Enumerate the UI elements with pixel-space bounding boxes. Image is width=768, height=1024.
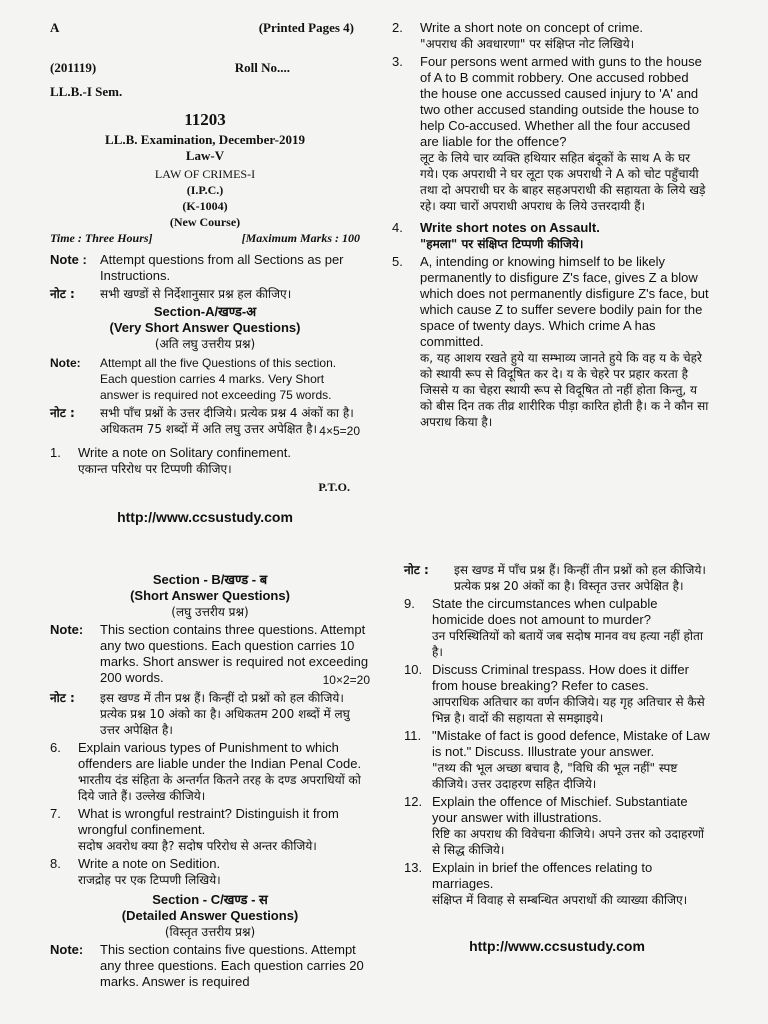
question-9 — [404, 596, 710, 660]
footer-url-2: http://www.ccsustudy.com — [469, 938, 645, 954]
q11-text-hi: "तथ्य की भूल अच्छा बचाव है, "विधि की भूल नहीं" स्पष्ट कीजिये। उत्तर उदाहरण सहित दीजिये। — [432, 761, 678, 791]
note-c-label: Note: — [50, 942, 84, 957]
q1-number: 1. — [50, 445, 61, 460]
q4-text-hi: "हमला" पर संक्षिप्त टिप्पणी कीजिये। — [420, 237, 584, 251]
q6-text: Explain various types of Punishment to which offenders are liable under the Indian Penal Code. — [78, 740, 362, 771]
section-b-title: Section - B/खण्ड - ब — [152, 572, 268, 587]
q10-text: Discuss Criminal trespass. How does it differ from house breaking? Refer to cases. — [432, 662, 689, 693]
section-a-note-hi — [50, 405, 360, 437]
semester: LL.B.-I Sem. — [50, 84, 123, 99]
note-b-text: This section contains three questions. Attempt any two questions. Each question carries 10 marks. Short answer is required not exceeding 200 words. — [100, 622, 369, 685]
note-b-hi-label: नोट : — [50, 691, 75, 705]
section-c-type-hi: (विस्तृत उत्तरीय प्रश्न) — [164, 925, 256, 939]
q2-text: Write a short note on concept of crime. — [420, 20, 644, 35]
q9-text-hi: उन परिस्थितियों को बतायें जब सदोष मानव वध हत्या नहीं होता है। — [432, 629, 703, 659]
note2-label: Note: — [50, 356, 81, 370]
q5-text-hi: क, यह आशय रखते हुये या सम्भाव्य जानते हुये कि वह य के चेहरे को स्थायी रूप से विदूषित कर दे। य के चेहरे पर प्रहार करता है जिससे य का चेहरा स्थायी रूप से विदूषित तो नहीं होता किन्तु, य को बीस दिन तक तीव्र शारीरिक पीड़ा कारित होती है। क ने कौन सा अपराध किया है। — [420, 351, 709, 429]
section-b-note-hi — [50, 690, 370, 738]
series-letter: A — [50, 20, 60, 35]
question-7 — [50, 806, 370, 854]
question-8 — [50, 856, 370, 888]
page-1-back — [392, 18, 710, 508]
page-2-back — [404, 560, 710, 1000]
header-row-1 — [50, 20, 360, 36]
paper-number: 11203 — [184, 110, 226, 129]
question-3 — [392, 54, 710, 214]
q2-text-hi: "अपराध की अवधारणा" पर संक्षिप्त नोट लिखिये। — [420, 37, 635, 51]
question-6 — [50, 740, 370, 804]
note2-hi-text: सभी पाँच प्रश्नों के उत्तर दीजिये। प्रत्येक प्रश्न 4 अंकों का है। अधिकतम 75 शब्दों में अति लघु उत्तर अपेक्षित है। — [100, 406, 354, 436]
q13-number: 13. — [404, 860, 423, 875]
general-note — [50, 252, 360, 284]
q7-text-hi: सदोष अवरोध क्या है? सदोष परिरोध से अन्तर कीजिये। — [78, 839, 317, 853]
note-label: Note : — [50, 252, 87, 267]
section-c-note — [50, 942, 370, 990]
paper-code-number: (201119) — [50, 60, 97, 75]
q13-text: Explain in brief the offences relating to marriages. — [432, 860, 653, 891]
q12-number: 12. — [404, 794, 423, 809]
act-name: (I.P.C.) — [186, 183, 224, 197]
time-allowed: Time : Three Hours] — [50, 231, 153, 245]
q11-number: 11. — [404, 728, 422, 743]
question-10 — [404, 662, 710, 726]
q4-number: 4. — [392, 220, 403, 235]
note-hi-text: सभी खण्डों से निर्देशानुसार प्रश्न हल कीजिए। — [100, 287, 292, 301]
q10-number: 10. — [404, 662, 423, 677]
q8-text-hi: राजद्रोह पर एक टिप्पणी लिखिये। — [78, 873, 221, 887]
section-b-marks: 10×2=20 — [322, 673, 370, 687]
header-row-2 — [50, 54, 360, 76]
section-c-note-hi — [404, 562, 710, 594]
note-c-text: This section contains five questions. Attempt any three questions. Each question carries 20 marks. Answer is required — [100, 942, 364, 989]
q2-number: 2. — [392, 20, 403, 35]
q9-text: State the circumstances when culpable homicide does not amount to murder? — [432, 596, 658, 627]
q4-text: Write short notes on Assault. — [420, 220, 600, 235]
note2-text: Attempt all the five Questions of this section. Each question carries 4 marks. Very Short answer is required not exceeding 75 words. — [100, 356, 337, 402]
exam-title: LL.B. Examination, December-2019 — [105, 132, 305, 147]
q1-text: Write a note on Solitary confinement. — [78, 445, 291, 460]
pto: P.T.O. — [318, 480, 350, 494]
note-c-hi-label: नोट : — [404, 563, 429, 577]
footer-url: http://www.ccsustudy.com — [117, 509, 293, 525]
section-c-title: Section - C/खण्ड - स — [152, 892, 268, 907]
max-marks: [Maximum Marks : 100 — [241, 231, 360, 245]
question-11 — [404, 728, 710, 792]
q5-number: 5. — [392, 254, 403, 269]
question-2 — [392, 20, 710, 52]
section-c-type: (Detailed Answer Questions) — [121, 908, 299, 923]
q5-text: A, intending or knowing himself to be likely permanently to disfigure Z's face, gives Z a blow which does not permanently disfigure Z's face, but which cause Z to suffer severe bodily pain for the space of twenty days. Which crime A has committed. — [420, 254, 709, 349]
time-marks-row — [50, 230, 360, 246]
course-type: (New Course) — [169, 215, 241, 229]
roll-no: Roll No.... — [234, 60, 290, 75]
section-a-marks: 4×5=20 — [319, 424, 360, 438]
q12-text: Explain the offence of Mischief. Substantiate your answer with illustrations. — [432, 794, 688, 825]
note-c-hi-text: इस खण्ड में पाँच प्रश्न हैं। किन्हीं तीन प्रश्नों को हल कीजिये। प्रत्येक प्रश्न 20 अंकों का है। विस्तृत उत्तर अपेक्षित है। — [454, 563, 706, 593]
q10-text-hi: आपराधिक अतिचार का वर्णन कीजिये। यह गृह अतिचार से कैसे भिन्न है। वादों की सहायता से समझाइये। — [432, 695, 705, 725]
q6-text-hi: भारतीय दंड संहिता के अन्तर्गत कितने तरह के दण्ड अपराधियों को दिये जाते हैं। उल्लेख कीजिये। — [78, 773, 361, 803]
q13-text-hi: संक्षिप्त में विवाह से सम्बन्धित अपराधों की व्याख्या कीजिए। — [432, 893, 688, 907]
section-a-type-hi: (अति लघु उत्तरीय प्रश्न) — [154, 337, 256, 351]
question-12 — [404, 794, 710, 858]
q1-text-hi: एकान्त परिरोध पर टिप्पणी कीजिए। — [78, 462, 232, 476]
page-2-front — [50, 572, 370, 1024]
section-b-type-hi: (लघु उत्तरीय प्रश्न) — [171, 605, 249, 619]
page-1-front — [50, 20, 360, 525]
question-5 — [392, 254, 710, 430]
q3-text: Four persons went armed with guns to the house of A to B commit robbery. One accused robbed the house one accussed caused injury to 'A' and two other accused standing outside the house to help Co-accused. Whether all the four accused are liable for the offence? — [420, 54, 702, 149]
note-hi-label: नोट : — [50, 287, 75, 301]
printed-pages: (Printed Pages 4) — [258, 20, 354, 35]
question-13 — [404, 860, 710, 908]
q9-number: 9. — [404, 596, 415, 611]
section-a-note — [50, 355, 360, 403]
section-b-type: (Short Answer Questions) — [130, 588, 290, 603]
q6-number: 6. — [50, 740, 61, 755]
q8-text: Write a note on Sedition. — [78, 856, 221, 871]
q7-text: What is wrongful restraint? Distinguish it from wrongful confinement. — [78, 806, 339, 837]
note2-hi-label: नोट : — [50, 406, 75, 420]
note-text: Attempt questions from all Sections as per Instructions. — [100, 252, 344, 283]
subject: Law-V — [185, 148, 225, 163]
q12-text-hi: रिष्टि का अपराध की विवेचना कीजिये। अपने उत्तर को उदाहरणों से सिद्ध कीजिये। — [432, 827, 705, 857]
paper-title: LAW OF CRIMES-I — [154, 167, 256, 181]
q3-text-hi: लूट के लिये चार व्यक्ति हथियार सहित बंदूकों के साथ A के घर गये। एक अपराधी ने घर लूटा एक अपराधी ने A को चोट पहुँचायी तथा दो अपराधी घर के बाहर सहअपराधी की सहायता के लिये खड़े रहे। क्या चारों अपराधी अपराध के लिये उत्तरदायी हैं। — [420, 151, 706, 213]
note-b-label: Note: — [50, 622, 84, 637]
q8-number: 8. — [50, 856, 61, 871]
section-a-title: Section-A/खण्ड-अ — [153, 304, 257, 319]
question-4 — [392, 220, 710, 252]
q3-number: 3. — [392, 54, 403, 69]
general-note-hi — [50, 286, 360, 302]
note-b-hi-text: इस खण्ड में तीन प्रश्न हैं। किन्हीं दो प्रश्नों को हल कीजिये। प्रत्येक प्रश्न 10 अंको का है। अधिकतम 200 शब्दों में लघु उत्तर अपेक्षित है। — [100, 691, 350, 737]
q11-text: "Mistake of fact is good defence, Mistake of Law is not." Discuss. Illustrate your answer. — [432, 728, 710, 759]
section-a-type: (Very Short Answer Questions) — [109, 320, 301, 335]
question-1 — [50, 445, 360, 477]
paper-code: (K-1004) — [182, 199, 228, 213]
q7-number: 7. — [50, 806, 61, 821]
